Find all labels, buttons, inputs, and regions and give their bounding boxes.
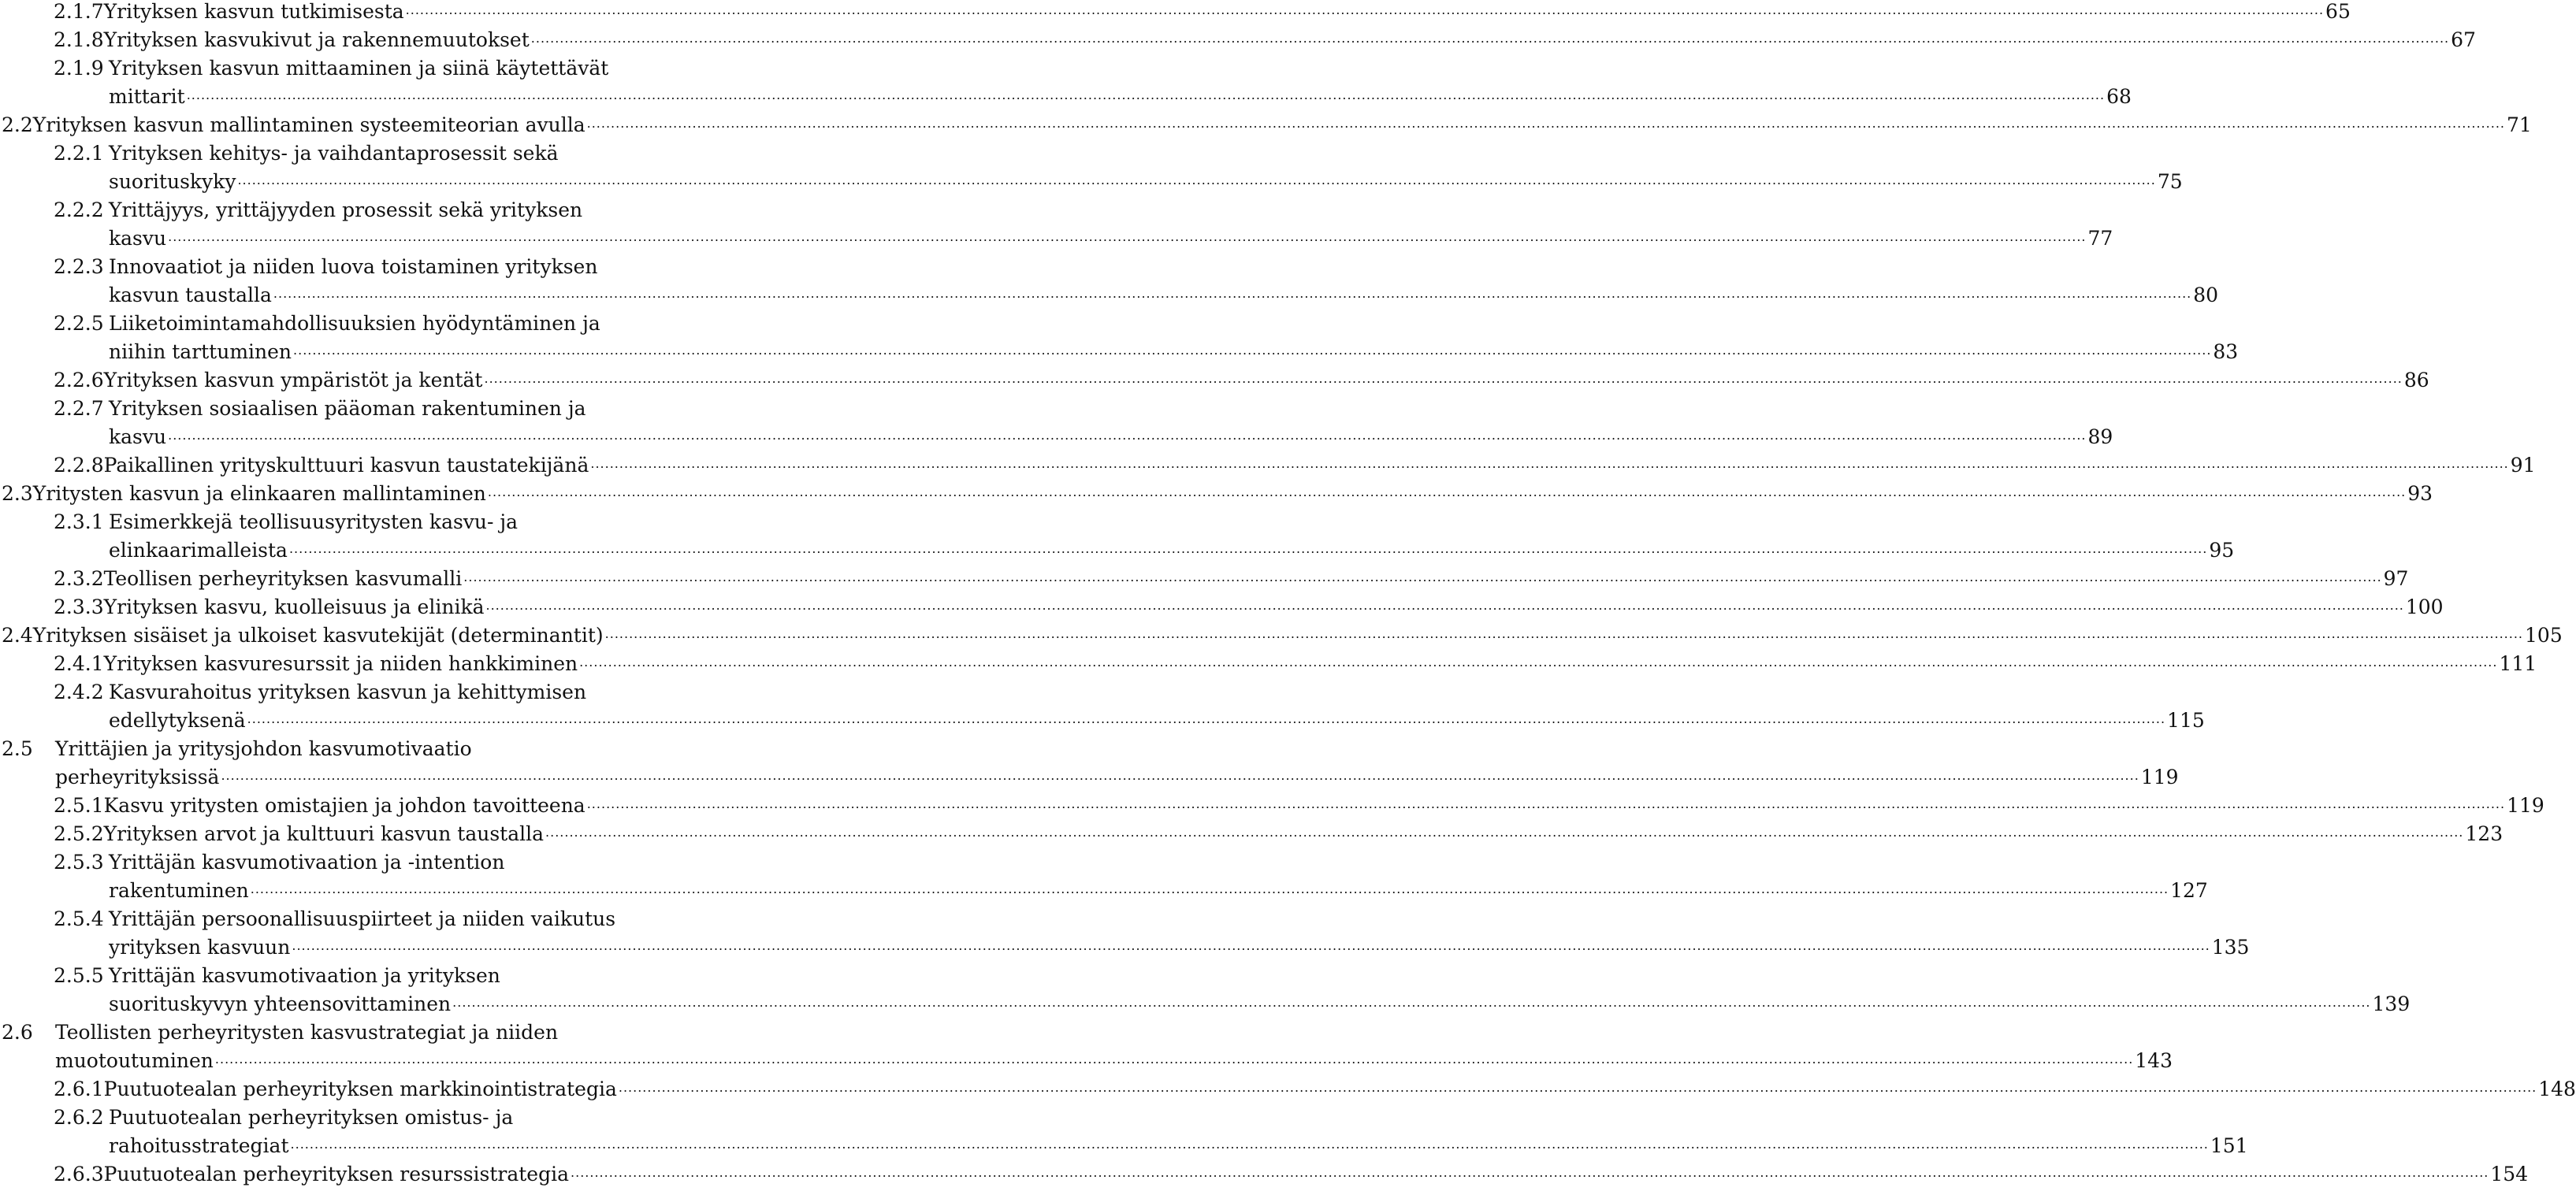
dot-leader: ................................................................................................................................................................................................................................................................................................................................................................................................................: [237, 173, 2156, 187]
toc-entry[interactable]: [54, 959, 755, 988]
toc-entry-page: 119: [2140, 766, 2179, 788]
toc-entry-title: Yrittäjän kasvumotivaation ja -intention: [109, 851, 505, 874]
toc-entry-page: 86: [2403, 369, 2429, 391]
toc-entry-page: 95: [2209, 539, 2235, 562]
dot-leader: ................................................................................................................................................................................................................................................................................................................................................................................................................: [288, 541, 2208, 556]
toc-entry[interactable]: [2, 477, 2433, 506]
toc-entry-title-cont: mittarit: [109, 85, 185, 108]
toc-entry-page: 68: [2106, 85, 2132, 108]
toc-entry-title-cont: suorituskyvyn yhteensovittaminen: [109, 992, 452, 1015]
dot-leader: ................................................................................................................................................................................................................................................................................................................................................................................................................: [221, 768, 2139, 783]
toc-entry-continuation[interactable]: [55, 1044, 2173, 1073]
toc-entry[interactable]: [2, 109, 2532, 137]
toc-entry-title-cont: muotoutuminen: [55, 1049, 214, 1072]
toc-entry-continuation[interactable]: [109, 222, 2113, 250]
dot-leader: ................................................................................................................................................................................................................................................................................................................................................................................................................: [214, 1052, 2134, 1067]
toc-entry-number: 2.3.1: [54, 510, 104, 533]
toc-entry-number: 2.5: [2, 737, 33, 760]
toc-entry-title-cont: kasvu: [109, 425, 167, 448]
toc-entry[interactable]: [54, 24, 2476, 52]
toc-entry-title: Kasvurahoitus yrityksen kasvun ja kehittymisen: [109, 681, 587, 703]
toc-entry-title: Puutuotealan perheyrityksen omistus- ja: [109, 1106, 514, 1129]
toc-entry[interactable]: [2, 733, 755, 761]
toc-entry[interactable]: [54, 364, 2429, 392]
toc-entry[interactable]: [54, 818, 2504, 846]
toc-entry-page: 97: [2383, 567, 2409, 590]
toc-entry-title: Yrityksen kasvukivut ja rakennemuutokset: [103, 28, 530, 51]
toc-entry-title: Puutuotealan perheyrityksen markkinointistrategia: [103, 1078, 617, 1100]
toc-entry-page: 115: [2167, 709, 2205, 732]
toc-entry-page: 65: [2325, 0, 2351, 23]
toc-entry-title: Yrityksen kasvuresurssit ja niiden hankkiminen: [103, 652, 578, 675]
toc-entry-page: 119: [2507, 794, 2544, 817]
toc-entry-page: 91: [2510, 454, 2536, 477]
toc-entry-number: 2.6.1: [54, 1078, 104, 1100]
dot-leader: ................................................................................................................................................................................................................................................................................................................................................................................................................: [618, 1080, 2537, 1095]
dot-leader: ................................................................................................................................................................................................................................................................................................................................................................................................................: [545, 825, 2464, 840]
toc-entry-title: Teollisen perheyrityksen kasvumalli: [103, 567, 463, 590]
dot-leader: ................................................................................................................................................................................................................................................................................................................................................................................................................: [604, 626, 2524, 641]
toc-entry-number: 2.2.6: [54, 369, 104, 391]
dot-leader: ................................................................................................................................................................................................................................................................................................................................................................................................................: [586, 796, 2506, 811]
toc-entry-title: Yrityksen kasvun ympäristöt ja kentät: [103, 369, 483, 391]
dot-leader: ................................................................................................................................................................................................................................................................................................................................................................................................................: [452, 995, 2371, 1010]
toc-entry-title-cont: yrityksen kasvuun: [109, 936, 291, 959]
toc-entry-title-cont: kasvun taustalla: [109, 284, 272, 306]
toc-entry-title-cont: kasvu: [109, 227, 167, 250]
dot-leader: ................................................................................................................................................................................................................................................................................................................................................................................................................: [463, 570, 2382, 584]
toc-entry-continuation[interactable]: [109, 1130, 2248, 1158]
toc-entry-number: 2.5.3: [54, 851, 104, 874]
toc-entry-page: 139: [2372, 992, 2411, 1015]
toc-entry-page: 93: [2407, 482, 2433, 505]
toc-entry-number: 2.2.7: [54, 397, 104, 420]
toc-entry-number: 2.4: [2, 624, 33, 647]
dot-leader: ................................................................................................................................................................................................................................................................................................................................................................................................................: [293, 343, 2212, 358]
toc-entry-title: Yrityksen kasvu, kuolleisuus ja elinikä: [103, 596, 485, 618]
toc-entry-number: 2.5.4: [54, 907, 104, 930]
toc-entry[interactable]: [54, 52, 755, 80]
toc-entry-page: 143: [2135, 1049, 2173, 1072]
toc-entry-number: 2.4.1: [54, 652, 104, 675]
toc-entry-number: 2.6.2: [54, 1106, 104, 1129]
dot-leader: ................................................................................................................................................................................................................................................................................................................................................................................................................: [405, 2, 2325, 17]
toc-entry-title: Yrityksen kasvun mallintaminen systeemiteorian avulla: [32, 113, 585, 136]
toc-entry[interactable]: [54, 194, 755, 222]
dot-leader: ................................................................................................................................................................................................................................................................................................................................................................................................................: [487, 484, 2407, 499]
toc-entry-continuation[interactable]: [109, 336, 2239, 364]
dot-leader: ................................................................................................................................................................................................................................................................................................................................................................................................................: [290, 1137, 2209, 1152]
toc-entry-number: 2.1.9: [54, 57, 104, 80]
toc-entry-continuation[interactable]: [109, 874, 2208, 903]
toc-entry-continuation[interactable]: [109, 80, 2132, 109]
toc-entry-continuation[interactable]: [109, 988, 2411, 1016]
toc-entry-page: 105: [2525, 624, 2563, 647]
toc-entry-title: Puutuotealan perheyrityksen resurssistrategia: [103, 1163, 570, 1185]
dot-leader: ................................................................................................................................................................................................................................................................................................................................................................................................................: [247, 711, 2166, 726]
toc-entry-title: Yrittäjien ja yritysjohdon kasvumotivaatio: [55, 737, 472, 760]
toc-entry-title: Liiketoimintamahdollisuuksien hyödyntäminen ja: [109, 312, 600, 335]
dot-leader: ................................................................................................................................................................................................................................................................................................................................................................................................................: [186, 87, 2106, 102]
toc-entry[interactable]: [54, 449, 2536, 477]
toc-entry-title: Yritysten kasvun ja elinkaaren mallintaminen: [32, 482, 486, 505]
toc-entry-page: 154: [2490, 1163, 2529, 1185]
toc-entry-number: 2.3: [2, 482, 33, 505]
toc-entry-page: 89: [2087, 425, 2113, 448]
toc-entry-page: 111: [2499, 652, 2537, 675]
toc-entry-title: Yrityksen sosiaalisen pääoman rakentuminen ja: [109, 397, 586, 420]
toc-entry[interactable]: [54, 250, 755, 279]
toc-entry-number: 2.5.2: [54, 822, 104, 845]
toc-entry[interactable]: [54, 307, 755, 336]
toc-entry-continuation[interactable]: [109, 165, 2183, 194]
toc-entry-continuation[interactable]: [109, 704, 2205, 733]
toc-entry-number: 2.2.5: [54, 312, 104, 335]
toc-entry-page: 80: [2193, 284, 2219, 306]
dot-leader: ................................................................................................................................................................................................................................................................................................................................................................................................................: [590, 456, 2509, 471]
toc-entry-page: 71: [2506, 113, 2532, 136]
toc-entry-title: Yrityksen kehitys- ja vaihdantaprosessit sekä: [109, 142, 559, 165]
toc-entry[interactable]: [54, 591, 2444, 619]
toc-entry-number: 2.6: [2, 1021, 33, 1044]
toc-entry-number: 2.2: [2, 113, 33, 136]
dot-leader: ................................................................................................................................................................................................................................................................................................................................................................................................................: [579, 655, 2498, 670]
toc-entry-title-cont: perheyrityksissä: [55, 766, 220, 788]
dot-leader: ................................................................................................................................................................................................................................................................................................................................................................................................................: [250, 881, 2169, 896]
toc-entry-page: 77: [2087, 227, 2113, 250]
toc-entry[interactable]: [54, 0, 2351, 24]
dot-leader: ................................................................................................................................................................................................................................................................................................................................................................................................................: [586, 116, 2505, 131]
toc-entry-title: Yrittäjyys, yrittäjyyden prosessit sekä yrityksen: [109, 198, 583, 221]
toc-entry-title: Yrityksen sisäiset ja ulkoiset kasvutekijät (determinantit): [32, 624, 604, 647]
toc-entry-title-cont: niihin tarttuminen: [109, 340, 292, 363]
toc-entry-title: Innovaatiot ja niiden luova toistaminen yrityksen: [109, 255, 598, 278]
toc-entry-number: 2.3.2: [54, 567, 104, 590]
toc-entry-page: 83: [2213, 340, 2239, 363]
toc-entry-title: Yrityksen kasvun tutkimisesta: [103, 0, 404, 23]
toc-entry-continuation[interactable]: [109, 421, 2113, 449]
toc-entry-number: 2.5.5: [54, 964, 104, 987]
toc-entry[interactable]: [54, 1101, 755, 1130]
toc-entry-page: 148: [2538, 1078, 2576, 1100]
dot-leader: ................................................................................................................................................................................................................................................................................................................................................................................................................: [485, 598, 2404, 613]
toc-entry[interactable]: [2, 1016, 755, 1044]
toc-entry-page: 75: [2157, 170, 2183, 193]
toc-entry-title: Esimerkkejä teollisuusyritysten kasvu- ja: [109, 510, 519, 533]
toc-entry[interactable]: [54, 846, 755, 874]
toc-entry-number: 2.6.3: [54, 1163, 104, 1185]
toc-entry-continuation[interactable]: [109, 931, 2250, 959]
toc-entry[interactable]: [54, 647, 2537, 676]
toc-entry-title: Yrittäjän persoonallisuuspiirteet ja niiden vaikutus: [109, 907, 616, 930]
dot-leader: ................................................................................................................................................................................................................................................................................................................................................................................................................: [292, 938, 2210, 953]
toc-entry-number: 2.4.2: [54, 681, 104, 703]
toc-entry-number: 2.1.7: [54, 0, 104, 23]
toc-entry[interactable]: [54, 789, 2544, 818]
toc-entry[interactable]: [54, 903, 755, 931]
toc-entry-page: 67: [2451, 28, 2476, 51]
toc-entry-number: 2.3.3: [54, 596, 104, 618]
toc-entry-page: 151: [2210, 1134, 2248, 1157]
toc-entry[interactable]: [54, 1073, 2576, 1101]
toc-entry-number: 2.2.1: [54, 142, 104, 165]
dot-leader: ................................................................................................................................................................................................................................................................................................................................................................................................................: [168, 229, 2087, 244]
toc-entry-number: 2.2.8: [54, 454, 104, 477]
toc-entry[interactable]: [54, 392, 755, 421]
toc-entry[interactable]: [2, 619, 2563, 647]
toc-entry-title-cont: rakentuminen: [109, 879, 249, 902]
dot-leader: ................................................................................................................................................................................................................................................................................................................................................................................................................: [571, 1165, 2489, 1180]
toc-entry[interactable]: [54, 676, 755, 704]
toc-entry-number: 2.2.3: [54, 255, 104, 278]
toc-entry-title-cont: rahoitusstrategiat: [109, 1134, 289, 1157]
toc-entry-page: 127: [2170, 879, 2208, 902]
toc-entry-page: 100: [2405, 596, 2444, 618]
toc-entry-title-cont: suorituskyky: [109, 170, 236, 193]
toc-entry-continuation[interactable]: [109, 279, 2219, 307]
toc-entry-number: 2.1.8: [54, 28, 104, 51]
toc-entry[interactable]: [54, 1158, 2529, 1186]
toc-entry-title: Kasvu yritysten omistajien ja johdon tavoitteena: [103, 794, 585, 817]
dot-leader: ................................................................................................................................................................................................................................................................................................................................................................................................................: [273, 286, 2192, 301]
toc-entry-continuation[interactable]: [55, 761, 2179, 789]
toc-entry-title: Yrityksen kasvun mittaaminen ja siinä käytettävät: [109, 57, 609, 80]
toc-entry-title-cont: edellytyksenä: [109, 709, 246, 732]
toc-entry-title: Yrityksen arvot ja kulttuuri kasvun taustalla: [103, 822, 545, 845]
toc-entry-number: 2.5.1: [54, 794, 104, 817]
toc-entry-continuation[interactable]: [109, 534, 2235, 562]
toc-entry-number: 2.2.2: [54, 198, 104, 221]
toc-entry-page: 135: [2211, 936, 2250, 959]
toc-entry-title: Teollisten perheyritysten kasvustrategiat ja niiden: [55, 1021, 559, 1044]
dot-leader: ................................................................................................................................................................................................................................................................................................................................................................................................................: [530, 31, 2450, 46]
toc-entry-title-cont: elinkaarimalleista: [109, 539, 288, 562]
dot-leader: ................................................................................................................................................................................................................................................................................................................................................................................................................: [484, 371, 2403, 386]
dot-leader: ................................................................................................................................................................................................................................................................................................................................................................................................................: [168, 428, 2087, 443]
toc-entry-title: Yrittäjän kasvumotivaation ja yrityksen: [109, 964, 500, 987]
toc-entry-title: Paikallinen yrityskulttuuri kasvun taustatekijänä: [103, 454, 589, 477]
toc-entry[interactable]: [54, 506, 755, 534]
toc-entry[interactable]: [54, 562, 2409, 591]
toc-entry[interactable]: [54, 137, 755, 165]
toc-entry-page: 123: [2465, 822, 2504, 845]
